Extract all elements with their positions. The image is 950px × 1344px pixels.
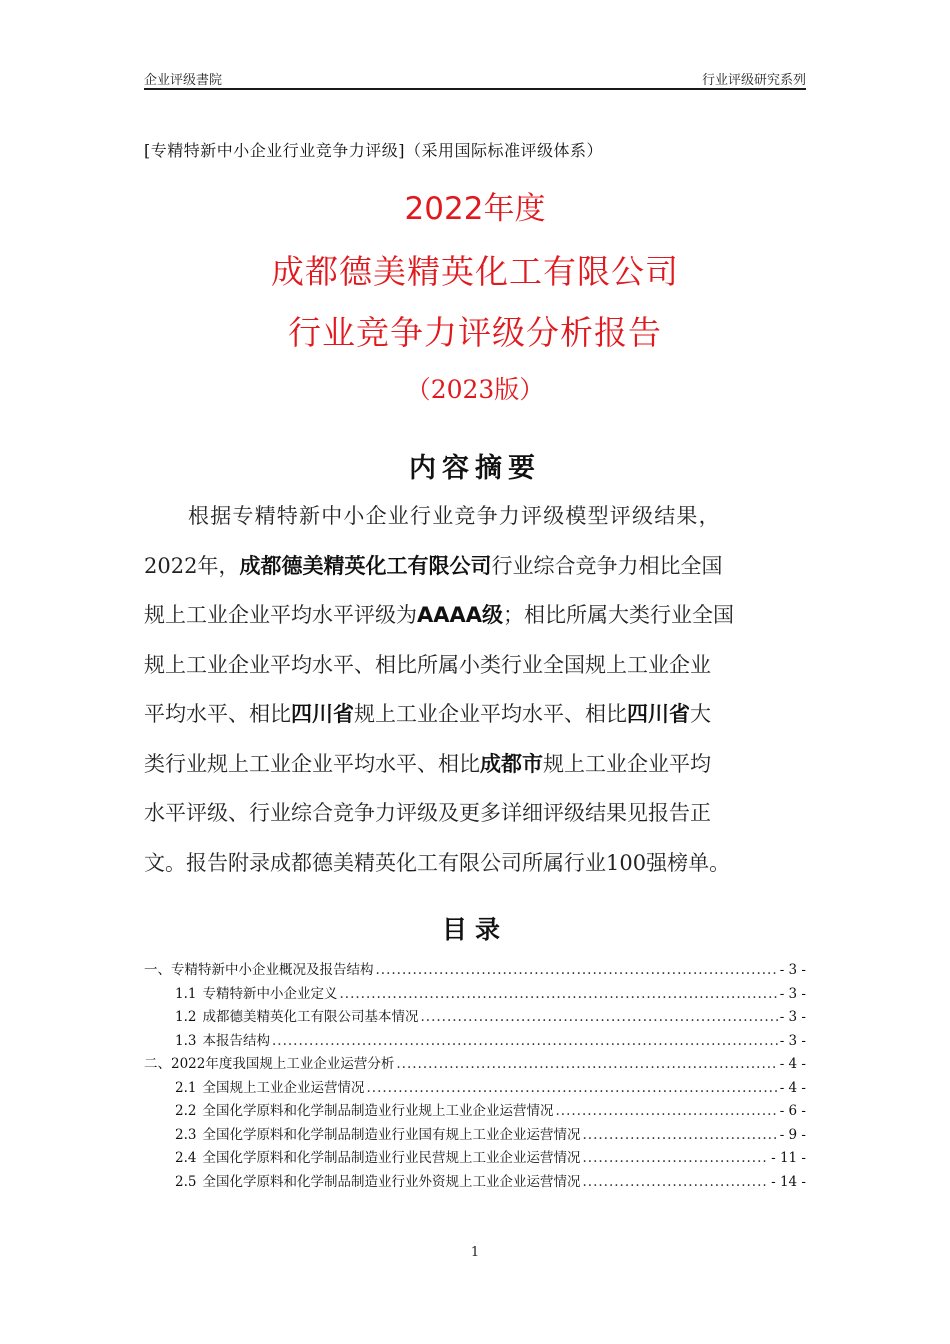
toc-entry-number: 1.1 bbox=[175, 985, 197, 1002]
toc-leader-dots bbox=[376, 959, 778, 983]
abstract-text: 2022年， bbox=[144, 553, 240, 578]
toc-entry[interactable] bbox=[144, 1077, 806, 1101]
toc-leader-dots bbox=[339, 983, 777, 1007]
toc-entry-label: 成都德美精英化工有限公司基本情况 bbox=[202, 1009, 419, 1025]
toc-entry-number: 2.2 bbox=[175, 1103, 197, 1119]
header-left-publisher: 企业评级書院 bbox=[144, 73, 223, 88]
toc-entry-page: - 3 - bbox=[779, 1032, 806, 1049]
abstract-emphasis: 成都德美精英化工有限公司 bbox=[239, 553, 492, 578]
toc-entry-number: 一、 bbox=[144, 962, 171, 978]
toc-entry-number: 2.5 bbox=[175, 1173, 197, 1190]
toc-leader-dots bbox=[555, 1100, 777, 1124]
abstract-line bbox=[144, 690, 806, 740]
toc-entry-page: - 14 - bbox=[771, 1173, 806, 1190]
page-header bbox=[144, 68, 806, 88]
abstract-line bbox=[144, 492, 806, 542]
toc-entry-number: 2.1 bbox=[175, 1079, 197, 1096]
toc-leader-dots bbox=[582, 1124, 777, 1148]
toc-entry[interactable] bbox=[144, 983, 806, 1007]
abstract-text: 水平评级、行业综合竞争力评级及更多详细评级结果见报告正 bbox=[144, 801, 711, 825]
toc-entry-label: 全国化学原料和化学制品制造业行业规上工业企业运营情况 bbox=[202, 1103, 554, 1119]
abstract-text: 文。报告附录成都德美精英化工有限公司所属行业100强榜单。 bbox=[144, 850, 731, 875]
toc-entry-page: - 3 - bbox=[779, 1009, 806, 1025]
toc-entry[interactable] bbox=[144, 1124, 806, 1148]
abstract-text: 类行业规上工业企业平均水平、相比 bbox=[144, 751, 480, 776]
abstract-line bbox=[144, 789, 806, 839]
toc-entry-label: 全国化学原料和化学制品制造业行业国有规上工业企业运营情况 bbox=[202, 1126, 581, 1143]
toc-entry-number: 1.3 bbox=[175, 1032, 197, 1049]
toc-leader-dots bbox=[366, 1077, 777, 1101]
header-divider bbox=[144, 88, 806, 90]
abstract-line bbox=[144, 591, 806, 641]
abstract-line bbox=[144, 839, 806, 889]
abstract-text: ；相比所属大类行业全国 bbox=[503, 603, 735, 627]
toc-entry-number: 2.4 bbox=[175, 1150, 197, 1166]
toc-entry[interactable] bbox=[144, 959, 806, 983]
abstract-emphasis: 四川省 bbox=[627, 702, 690, 726]
toc-entry-number: 二、 bbox=[144, 1056, 171, 1072]
abstract-line bbox=[144, 641, 806, 691]
toc-leader-dots bbox=[582, 1147, 769, 1171]
toc-entry[interactable] bbox=[144, 1053, 806, 1077]
abstract-text: 规上工业企业平均水平、相比所属小类行业全国规上工业企业 bbox=[144, 652, 711, 677]
abstract-text: 平均水平、相比 bbox=[144, 702, 291, 726]
abstract-text: 行业综合竞争力相比全国 bbox=[491, 553, 723, 578]
abstract-emphasis: AAAA级 bbox=[417, 603, 504, 627]
toc-entry-page: - 11 - bbox=[771, 1150, 806, 1166]
toc-leader-dots bbox=[396, 1053, 777, 1077]
toc-entry[interactable] bbox=[144, 1006, 806, 1030]
title-company: 成都德美精英化工有限公司 bbox=[271, 252, 679, 291]
toc-heading: 目录 bbox=[441, 915, 508, 944]
toc-leader-dots bbox=[272, 1030, 778, 1054]
toc-entry[interactable] bbox=[144, 1030, 806, 1054]
abstract-text: 规上工业企业平均 bbox=[543, 751, 711, 776]
series-line: [专精特新中小企业行业竞争力评级]（采用国际标准评级体系） bbox=[144, 141, 603, 160]
toc-leader-dots bbox=[420, 1006, 777, 1030]
toc-entry-page: - 4 - bbox=[779, 1056, 806, 1072]
abstract-text: 大 bbox=[690, 702, 711, 726]
toc-entry[interactable] bbox=[144, 1100, 806, 1124]
abstract-emphasis: 成都市 bbox=[480, 751, 543, 776]
toc-leader-dots bbox=[582, 1171, 769, 1195]
toc-entry-page: - 4 - bbox=[779, 1079, 806, 1096]
abstract-line bbox=[144, 542, 806, 592]
abstract-heading: 内容摘要 bbox=[409, 453, 541, 484]
abstract-emphasis: 四川省 bbox=[291, 702, 354, 726]
abstract-body bbox=[144, 492, 806, 888]
toc-entry-number: 1.2 bbox=[175, 1009, 197, 1025]
abstract-text: 规上工业企业平均水平、相比 bbox=[354, 702, 627, 726]
title-edition: （2023版） bbox=[405, 375, 545, 404]
toc-entry-page: - 9 - bbox=[779, 1126, 806, 1143]
page-number: 1 bbox=[470, 1245, 480, 1260]
abstract-text: 根据专精特新中小企业行业竞争力评级模型评级结果， bbox=[188, 504, 721, 528]
toc-entry-page: - 3 - bbox=[779, 962, 806, 978]
toc-entry-label: 专精特新中小企业概况及报告结构 bbox=[171, 962, 374, 978]
abstract-line bbox=[144, 740, 806, 790]
title-year: 2022年度 bbox=[404, 191, 546, 227]
toc-entry[interactable] bbox=[144, 1171, 806, 1195]
toc-entry-number: 2.3 bbox=[175, 1126, 197, 1143]
toc-entry-page: - 6 - bbox=[779, 1103, 806, 1119]
toc-entry-label: 2022年度我国规上工业企业运营分析 bbox=[171, 1056, 395, 1072]
title-report-name: 行业竞争力评级分析报告 bbox=[288, 313, 662, 352]
toc-entry-label: 专精特新中小企业定义 bbox=[202, 985, 338, 1002]
table-of-contents bbox=[144, 959, 806, 1194]
header-right-series: 行业评级研究系列 bbox=[701, 73, 806, 88]
toc-entry-page: - 3 - bbox=[779, 985, 806, 1002]
abstract-text: 规上工业企业平均水平评级为 bbox=[144, 603, 417, 627]
toc-entry-label: 全国化学原料和化学制品制造业行业外资规上工业企业运营情况 bbox=[202, 1173, 581, 1190]
toc-entry-label: 全国规上工业企业运营情况 bbox=[202, 1079, 365, 1096]
toc-entry[interactable] bbox=[144, 1147, 806, 1171]
toc-entry-label: 全国化学原料和化学制品制造业行业民营规上工业企业运营情况 bbox=[202, 1150, 581, 1166]
toc-entry-label: 本报告结构 bbox=[202, 1032, 270, 1049]
